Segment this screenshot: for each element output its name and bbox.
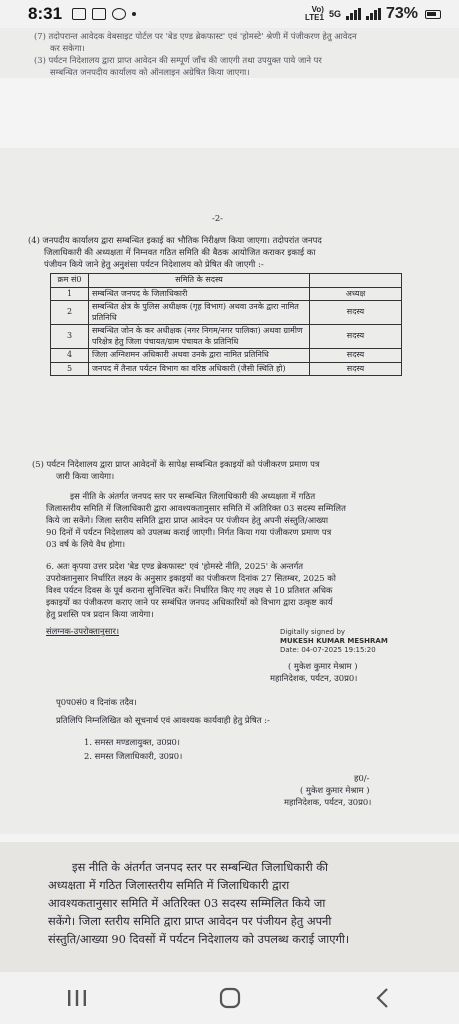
- zoomed-line: संस्तुति/आख्या 90 दिवसों में पर्यटन निदेशालय को उपलब्ध कराई जाएगी।: [48, 932, 350, 946]
- signature-line: Date: 04-07-2025 19:15:20: [280, 646, 376, 654]
- copy-item: 2. समस्त जिलाधिकारी, उ0प्र0।: [84, 751, 183, 761]
- page-gap: [0, 78, 459, 148]
- signatory-name: ( मुकेश कुमार मेश्राम ): [288, 661, 358, 671]
- cell-member: जिला अग्निशमन अधिकारी अथवा उनके द्वारा नामित प्रतिनिधि: [89, 349, 310, 363]
- policy-line: जिलास्तरीय समिति में जिलाधिकारी द्वारा आवश्यकतानुसार समिति में अतिरिक्त 03 सदस्य सम्मिलित: [46, 503, 346, 513]
- document-page-fragment-top: [0, 28, 459, 78]
- reference-line: पृ0प0सं0 व दिनांक तदैव।: [56, 697, 137, 707]
- policy-line: इस नीति के अंतर्गत जनपद स्तर पर सम्बन्धित जिलाधिकारी की अध्यक्षता में गठित: [70, 491, 316, 501]
- more-notifications-icon: [132, 12, 136, 16]
- cell-no: 3: [51, 325, 89, 349]
- para-5-line: जारी किया जायेगा।: [56, 471, 115, 481]
- zoomed-line: आवश्यकतानुसार समिति में अतिरिक्त 03 सदस्य सम्मिलित किये जा: [48, 896, 326, 910]
- home-button[interactable]: [200, 978, 260, 1018]
- zoomed-line: इस नीति के अंतर्गत जनपद स्तर पर सम्बन्धित जिलाधिकारी की: [72, 860, 328, 874]
- home-icon: [219, 987, 241, 1009]
- para-6-line: हेतु प्रशस्ति पत्र प्रदान किया जायेगा।: [46, 609, 154, 619]
- doc-line: कर सकेगा।: [50, 43, 85, 53]
- cell-member: जनपद में तैनात पर्यटन विभाग का वरिष्ठ अधिकारी (जैसी स्थिति हो): [89, 362, 310, 376]
- para-4-line: पंजीयन किये जाने हेतु अनुशंसा पर्यटन निदेशालय को प्रेषित की जाएगी :-: [44, 259, 264, 269]
- cell-member: सम्बन्धित जोन के कर अधीक्षक (नगर निगम/नगर पालिका) अथवा ग्रामीण परिक्षेत्र हेतु जिला पंचायत/ग्राम पंचायत के प्रतिनिधि: [89, 325, 310, 349]
- para-5-line: (5) पर्यटन निदेशालय द्वारा प्राप्त आवेदनों के सापेक्ष सम्बन्धित इकाइयों को पंजीकरण प्रमाण पत्र: [32, 459, 320, 469]
- app-icon: [92, 8, 106, 20]
- notification-icons: [72, 8, 136, 20]
- doc-line: सम्बन्धित जनपदीय कार्यालय को ऑनलाइन अग्रेषित किया जाएगा।: [50, 67, 250, 77]
- policy-line: 90 दिनों में पर्यटन निदेशालय को उपलब्ध कराई जाएगी। निर्गत किया गया पंजीकरण प्रमाण पत्र: [46, 527, 332, 537]
- col-role: [310, 274, 402, 288]
- cell-role: अध्यक्ष: [310, 287, 402, 301]
- status-bar: [0, 0, 459, 28]
- recents-button[interactable]: [47, 978, 107, 1018]
- signature-line: Digitally signed by: [280, 628, 346, 636]
- para-6-line: उपरोक्तानुसार निर्धारित लक्ष्य के अनुसार इकाइयों का पंजीकरण दिनांक 27 सितम्बर, 2025 को: [46, 573, 336, 583]
- page-number: -2-: [212, 213, 223, 223]
- doc-line: (7) तदोपरान्त आवेदक वेबसाइट पोर्टल पर 'बेड एण्ड ब्रेकफास्ट' एवं 'होमस्टे' श्रेणी में पंजीकरण हेतु आवेदन: [34, 31, 357, 41]
- para-4-line: (4) जनपदीय कार्यालय द्वारा सम्बन्धित इकाई का भौतिक निरीक्षण किया जाएगा। तदोपरांत जनपद: [28, 235, 322, 245]
- gallery-icon: [72, 8, 86, 20]
- signal-bars-icon: [346, 8, 361, 20]
- cell-no: 4: [51, 349, 89, 363]
- signatory-title: महानिदेशक, पर्यटन, उ0प्र0।: [270, 673, 358, 683]
- cell-no: 5: [51, 362, 89, 376]
- zoomed-line: अध्यक्षता में गठित जिलास्तरीय समिति में जिलाधिकारी द्वारा: [48, 878, 290, 892]
- signal-bars-2-icon: [366, 8, 381, 20]
- signature-line: MUKESH KUMAR MESHRAM: [280, 637, 388, 645]
- second-sign-mark: ह0/-: [354, 773, 370, 783]
- para-6-line: विश्व पर्यटन दिवस के पूर्व कराना सुनिश्चित करें। निर्धारित किए गए लक्ष्य से 10 प्रतिशत अधिक: [46, 585, 333, 595]
- committee-table: [50, 273, 402, 376]
- cell-no: 2: [51, 301, 89, 325]
- second-sign-title: महानिदेशक, पर्यटन, उ0प्र0।: [284, 797, 372, 807]
- message-icon: [112, 8, 126, 20]
- cell-member: सम्बन्धित जनपद के जिलाधिकारी: [89, 287, 310, 301]
- back-icon: [375, 987, 391, 1009]
- table-row: [51, 301, 402, 325]
- status-right: [305, 5, 441, 23]
- digital-signature: [280, 628, 388, 655]
- para-6-line: 6. अतः कृपया उत्तर प्रदेश 'बेड एण्ड ब्रेकफास्ट' एवं 'होमस्टे नीति, 2025' के अन्तर्गत: [46, 561, 304, 571]
- cell-role: सदस्य: [310, 301, 402, 325]
- para-6-line: इकाइयों का पंजीकरण कराए जाने पर सम्बंधित जनपद अधिकारियों को विभाग द्वारा उत्कृष्ट कार्य: [46, 597, 333, 607]
- second-sign-name: ( मुकेश कुमार मेश्राम ): [300, 785, 370, 795]
- cell-member: सम्बन्धित क्षेत्र के पुलिस अधीक्षक (गृह विभाग) अथवा उनके द्वारा नामित प्रतिनिधि: [89, 301, 310, 325]
- enclosure-note: संलग्नक-उपरोक्तानुसार।: [46, 626, 120, 636]
- cell-role: सदस्य: [310, 349, 402, 363]
- recents-icon: [66, 989, 88, 1007]
- table-row: [51, 325, 402, 349]
- table-row: [51, 362, 402, 376]
- status-time: 8:31: [28, 4, 63, 23]
- copy-item: 1. समस्त मण्डलायुक्त, उ0प्र0।: [84, 737, 180, 747]
- zoomed-line: सकेंगे। जिला स्तरीय समिति द्वारा प्राप्त आवेदन पर पंजीयन हेतु अपनी: [48, 914, 332, 928]
- para-4-line: जिलाधिकारी की अध्यक्षता में निम्नवत गठित समिति की बैठक आयोजित कराकर इकाई का: [44, 247, 316, 257]
- cell-role: सदस्य: [310, 325, 402, 349]
- table-row: [51, 349, 402, 363]
- back-button[interactable]: [353, 978, 413, 1018]
- battery-icon: [425, 10, 441, 19]
- doc-line: (3) पर्यटन निदेशालय द्वारा प्राप्त आवेदन की सम्पूर्ण जाँच की जाएगी तथा उपयुक्त पाये जाने पर: [34, 55, 322, 65]
- network-indicator: Vo) LTE1: [304, 5, 324, 22]
- navigation-bar: [0, 972, 459, 1024]
- signal-type: 5G: [328, 9, 341, 19]
- copy-line: प्रतिलिपि निम्नलिखित को सूचनार्थ एवं आवश्यक कार्यवाही हेतु प्रेषित :-: [56, 715, 270, 725]
- col-member: समिति के सदस्य: [89, 274, 310, 288]
- table-header-row: [51, 274, 402, 288]
- policy-line: किये जा सकेंगे। जिला स्तरीय समिति द्वारा प्राप्त आवेदन पर पंजीयन हेतु अपनी संस्तुति/आख्या: [46, 515, 329, 525]
- battery-percent: 73%: [385, 5, 418, 22]
- cell-role: सदस्य: [310, 362, 402, 376]
- policy-line: 03 वर्ष के लिये वैध होगा।: [46, 539, 126, 549]
- cell-no: 1: [51, 287, 89, 301]
- col-serial: क्रम सं0: [51, 274, 89, 288]
- page-gap: [0, 834, 459, 842]
- zoomed-document-fragment[interactable]: [0, 842, 459, 972]
- table-row: [51, 287, 402, 301]
